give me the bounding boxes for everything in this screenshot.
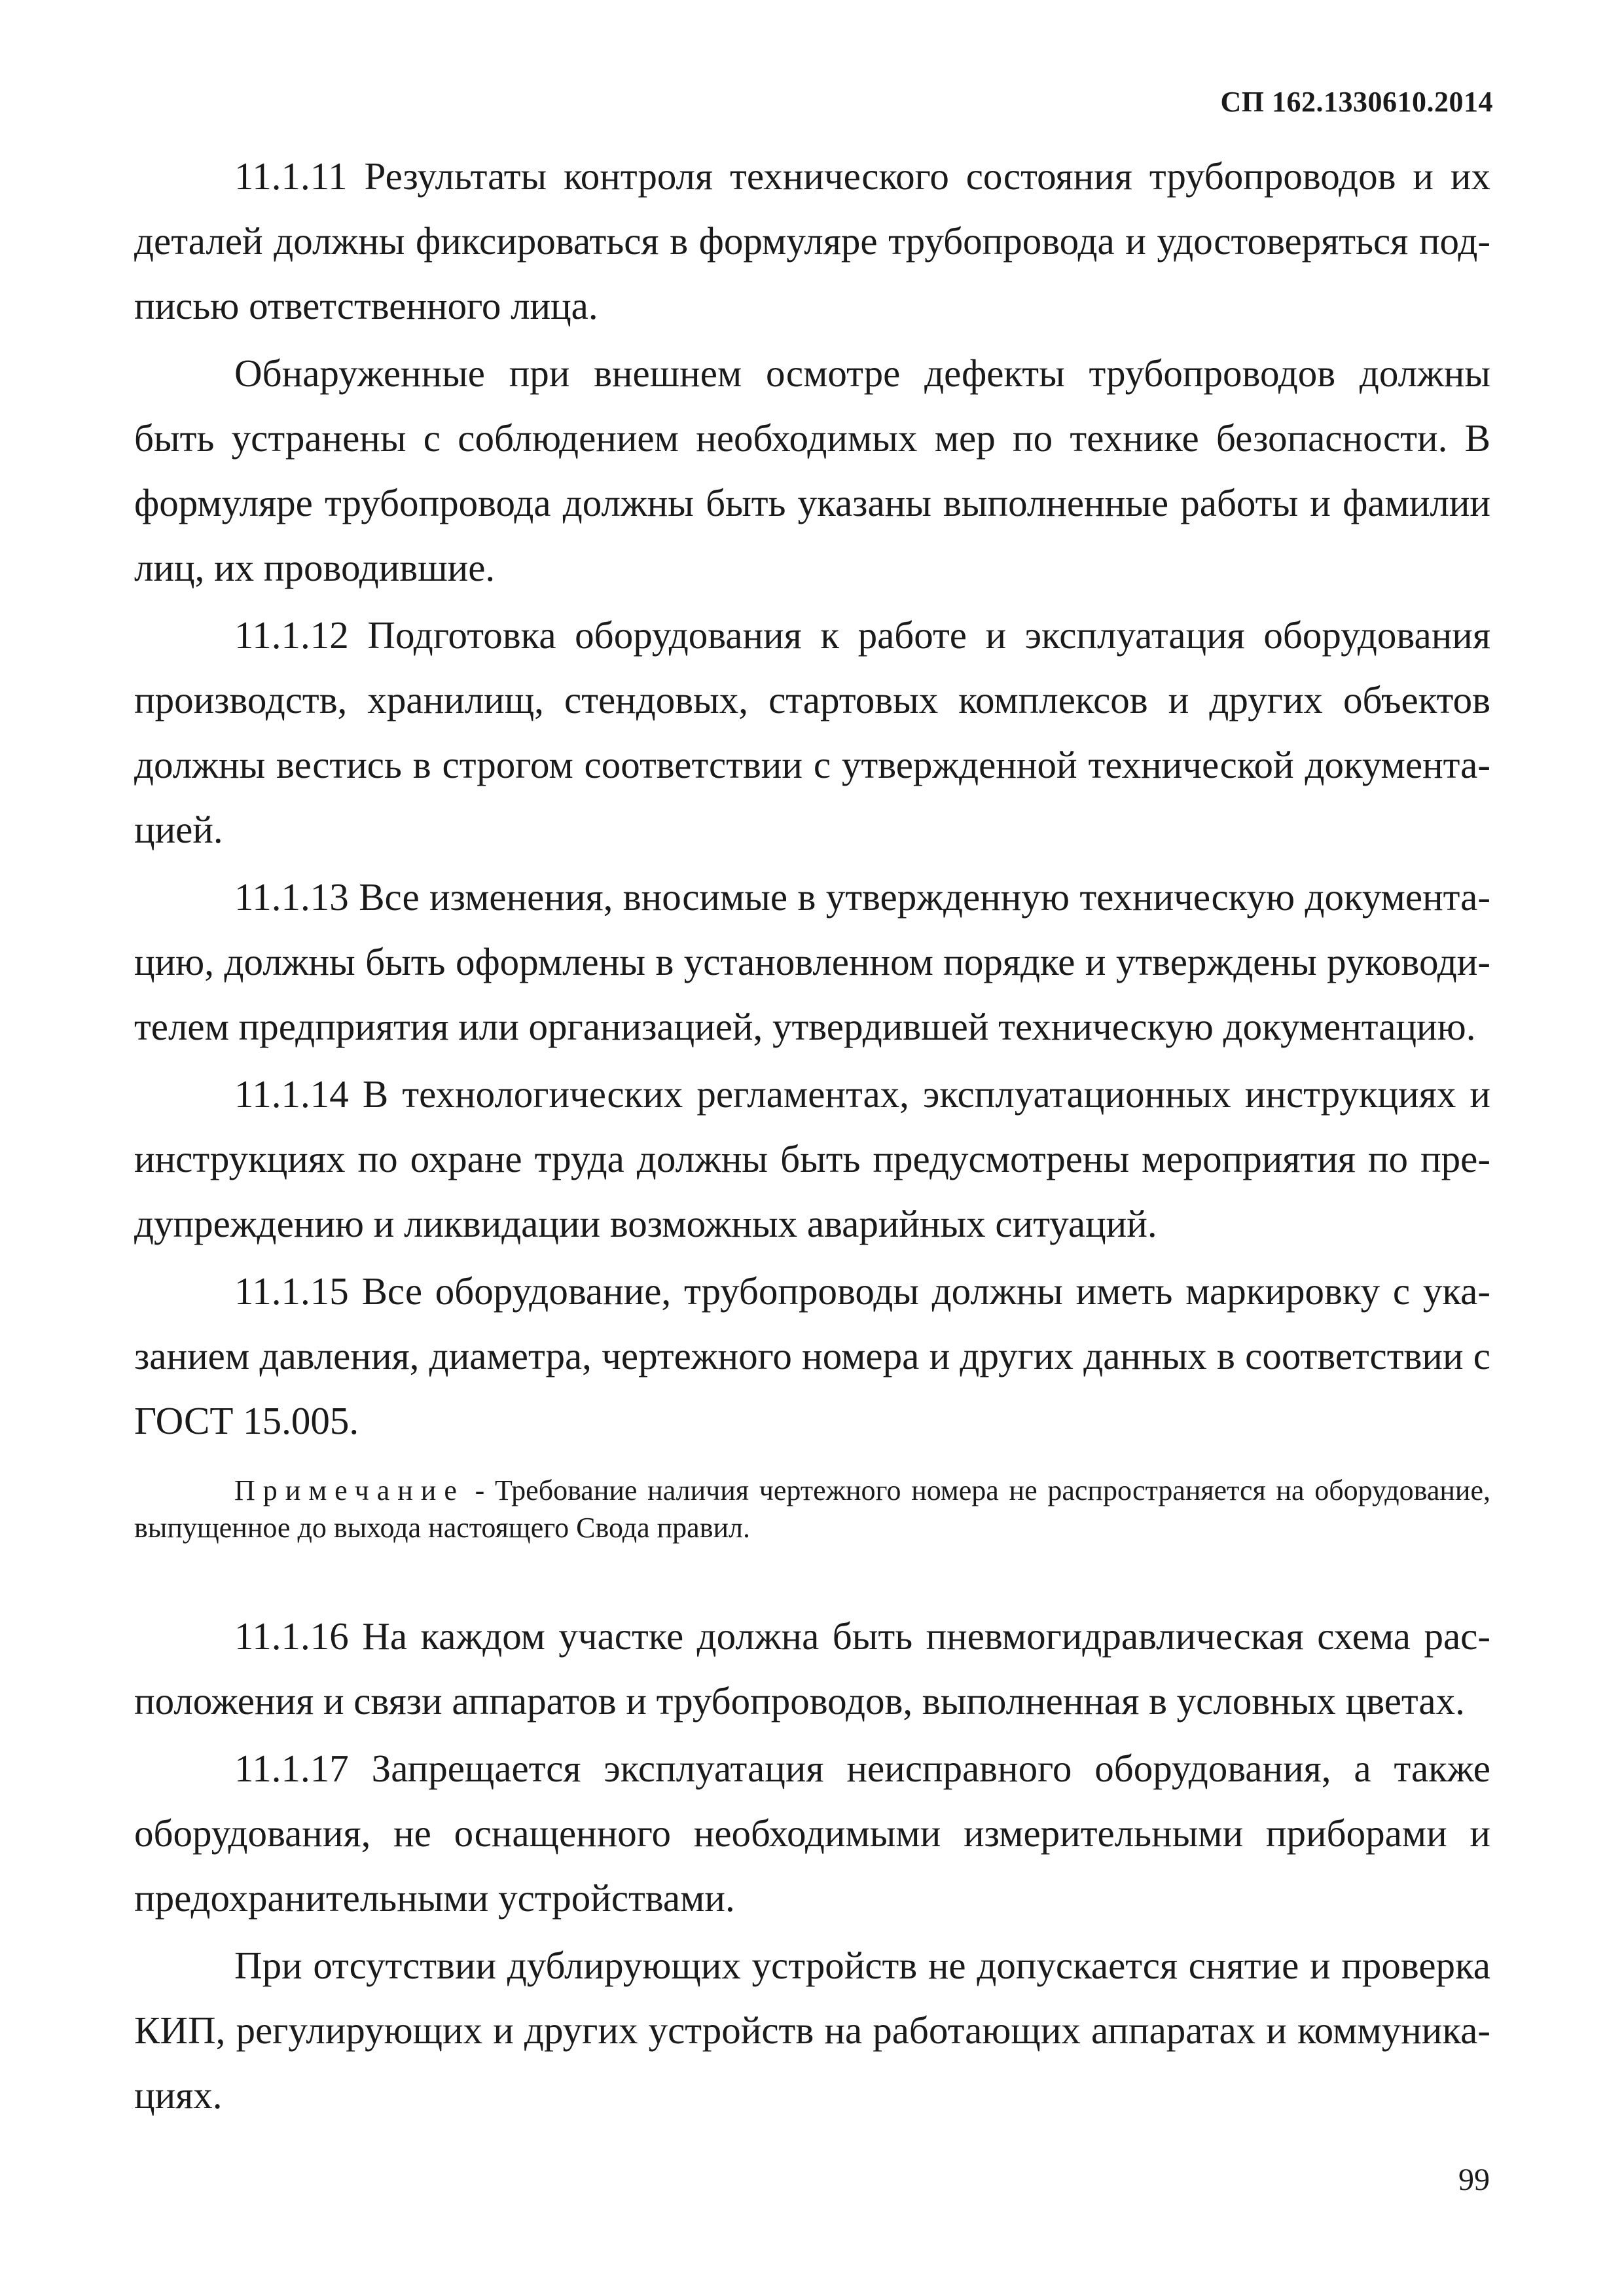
note-dash: - — [464, 1474, 495, 1506]
paragraph-11-1-14: 11.1.14 В технологических регламентах, эксплуатационных инструкциях и инструкциях по охране труда должны быть предусмотрены мероприятия по предупреждению и ликвидации возможных аварийных ситуаций. — [134, 1072, 1490, 1245]
note — [134, 1472, 1490, 1546]
paragraph-11-1-16: 11.1.16 На каждом участке должна быть пневмогидравлическая схема расположения и связи аппаратов и трубопроводов, выполненная в условных цветах. — [134, 1614, 1490, 1722]
paragraph-11-1-11: 11.1.11 Результаты контроля технического состояния трубопроводов и их деталей должны фиксироваться в формуляре трубопровода и удостоверяться подписью ответственного лица. — [134, 155, 1490, 327]
paragraph-11-1-12: 11.1.12 Подготовка оборудования к работе и эксплуатация оборудования производств, хранилищ, стендовых, стартовых комплексов и других объектов должны вестись в строгом соответствии с утвержденной технической документацией. — [134, 613, 1490, 851]
paragraph-11-1-13: 11.1.13 Все изменения, вносимые в утвержденную техническую документацию, должны быть оформлены в установленном порядке и утверждены руководителем предприятия или организацией, утвердившей техническую документацию. — [134, 875, 1490, 1048]
paragraph-defects: Обнаруженные при внешнем осмотре дефекты трубопроводов должны быть устранены с соблюдением необходимых мер по технике безопасности. В формуляре трубопровода должны быть указаны выполненные работы и фамилии лиц, их проводившие. — [134, 352, 1490, 589]
paragraph-11-1-15: 11.1.15 Все оборудование, трубопроводы должны иметь маркировку с указанием давления, диаметра, чертежного номера и других данных в соответствии с ГОСТ 15.005. — [134, 1269, 1490, 1442]
note-label: Примечание — [234, 1474, 465, 1506]
note-text: Требование наличия чертежного номера не распространяется на оборудование, выпущенное до выхода настоящего Свода правил. — [134, 1474, 1490, 1544]
page-content — [134, 144, 1490, 2130]
document-code-header: СП 162.1330610.2014 — [1220, 86, 1493, 118]
paragraph-11-1-17: 11.1.17 Запрещается эксплуатация неисправного оборудования, а также оборудования, не оснащенного необходимыми измерительными приборами и предохранительными устройствами. — [134, 1747, 1490, 1920]
paragraph-no-duplicate: При отсутствии дублирующих устройств не допускается снятие и проверка КИП, регулирующих и других устройств на работающих аппаратах и коммуникациях. — [134, 1944, 1490, 2117]
page-number: 99 — [1458, 2162, 1490, 2197]
